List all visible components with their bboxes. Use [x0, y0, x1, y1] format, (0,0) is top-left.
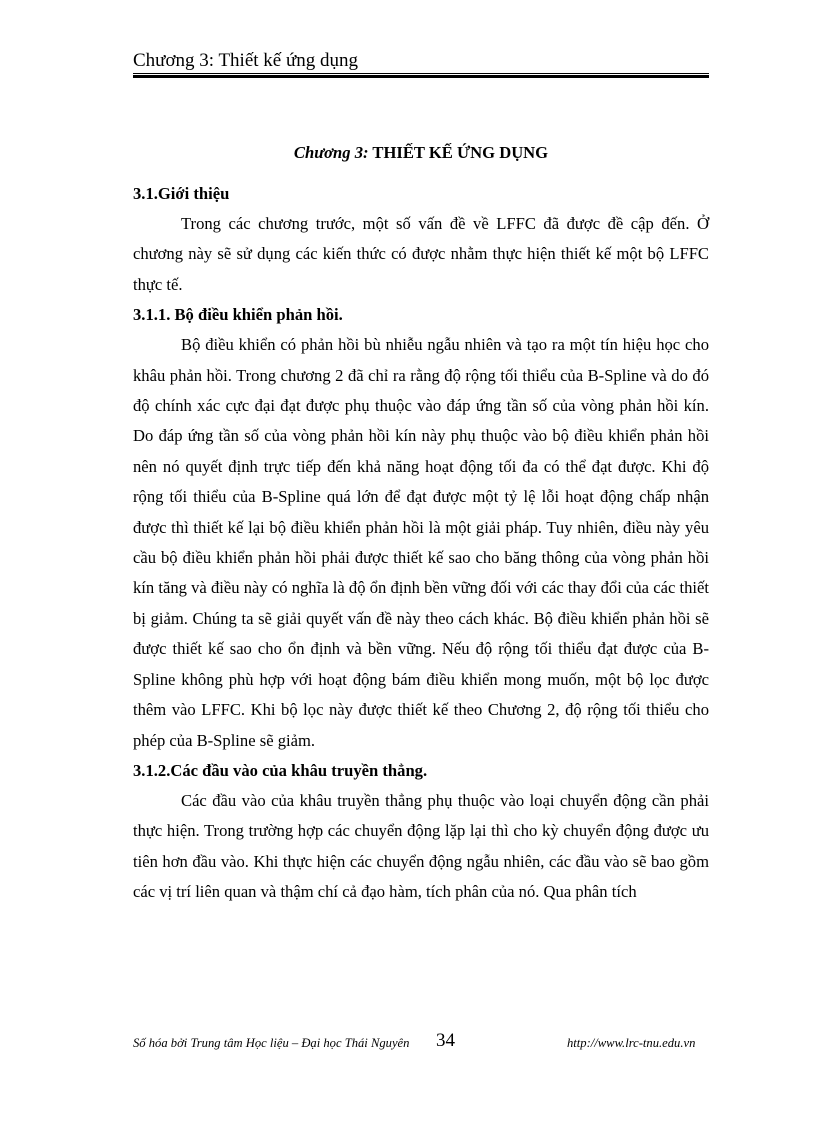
running-header: Chương 3: Thiết kế ứng dụng [133, 50, 359, 71]
footer-source: Số hóa bởi Trung tâm Học liệu – Đại học Thái Nguyên [133, 1036, 410, 1050]
header-rule-thick [133, 75, 709, 78]
section-heading-intro: 3.1.Giới thiệu [133, 184, 230, 203]
section-heading-feedforward-inputs: 3.1.2.Các đầu vào của khâu truyền thẳng. [133, 760, 428, 780]
chapter-heading: THIẾT KẾ ỨNG DỤNG [372, 143, 549, 162]
section-paragraph-feedback-controller: Bộ điều khiển có phản hồi bù nhiễu ngẫu nhiên và tạo ra một tín hiệu học cho khâu phản hồi. Trong chương 2 đã chỉ ra rằng độ rộng tối thiểu của B-Spline và do đó độ chính xác cực đại đạt được phụ thuộc vào đáp ứng tần số của vòng phản hồi kín. Do đáp ứng tần số của vòng phản hồi kín này phụ thuộc vào bộ điều khiển phản hồi nên nó quyết định trực tiếp đến khả năng hoạt động tối đa có thể đạt được. Khi độ rộng tối thiểu của B-Spline quá lớn để đạt được một tỷ lệ lỗi hoạt động chấp nhận được thì thiết kế lại bộ điều khiển phản hồi là một giải pháp. Tuy nhiên, điều này yêu cầu bộ điều khiển phản hồi phải được thiết kế sao cho băng thông của vòng phản hồi kín tăng và điều này có nghĩa là độ ổn định bền vững đối với các thay đổi của các thiết bị giảm. Chúng ta sẽ giải quyết vấn đề này theo cách khác. Bộ điều khiển phản hồi sẽ được thiết kế sao cho ổn định và bền vững. Nếu độ rộng tối thiểu đạt được của B-Spline không phù hợp với hoạt động bám điều khiển mong muốn, một bộ lọc được thêm vào LFFC. Khi bộ lọc này được thiết kế theo Chương 2, độ rộng tối thiểu cho phép của B-Spline sẽ giảm. [133, 335, 709, 750]
chapter-label: Chương 3 [293, 143, 364, 162]
section-paragraph-intro: Trong các chương trước, một số vấn đề về LFFC đã được đề cập đến. Ở chương này sẽ sử dụng các kiến thức có được nhằm thực hiện thiết kế một bộ LFFC thực tế. [133, 214, 709, 294]
page-body [133, 137, 709, 908]
section-heading-feedback-controller: 3.1.1. Bộ điều khiển phản hồi. [133, 305, 343, 325]
chapter-title [133, 137, 709, 169]
page-number: 34 [436, 1030, 455, 1051]
chapter-separator: : [363, 143, 369, 162]
section-paragraph-feedforward-inputs: Các đầu vào của khâu truyền thẳng phụ thuộc vào loại chuyển động cần phải thực hiện. Trong trường hợp các chuyển động lặp lại thì cho kỳ chuyển động được ưu tiên hơn đầu vào. Khi thực hiện các chuyển động ngẫu nhiên, các đầu vào sẽ bao gồm các vị trí liên quan và thậm chí cả đạo hàm, tích phân của nó. Qua phân tích [133, 790, 709, 902]
header-rule-thin [133, 73, 709, 74]
footer-url: http://www.lrc-tnu.edu.vn [567, 1036, 696, 1050]
